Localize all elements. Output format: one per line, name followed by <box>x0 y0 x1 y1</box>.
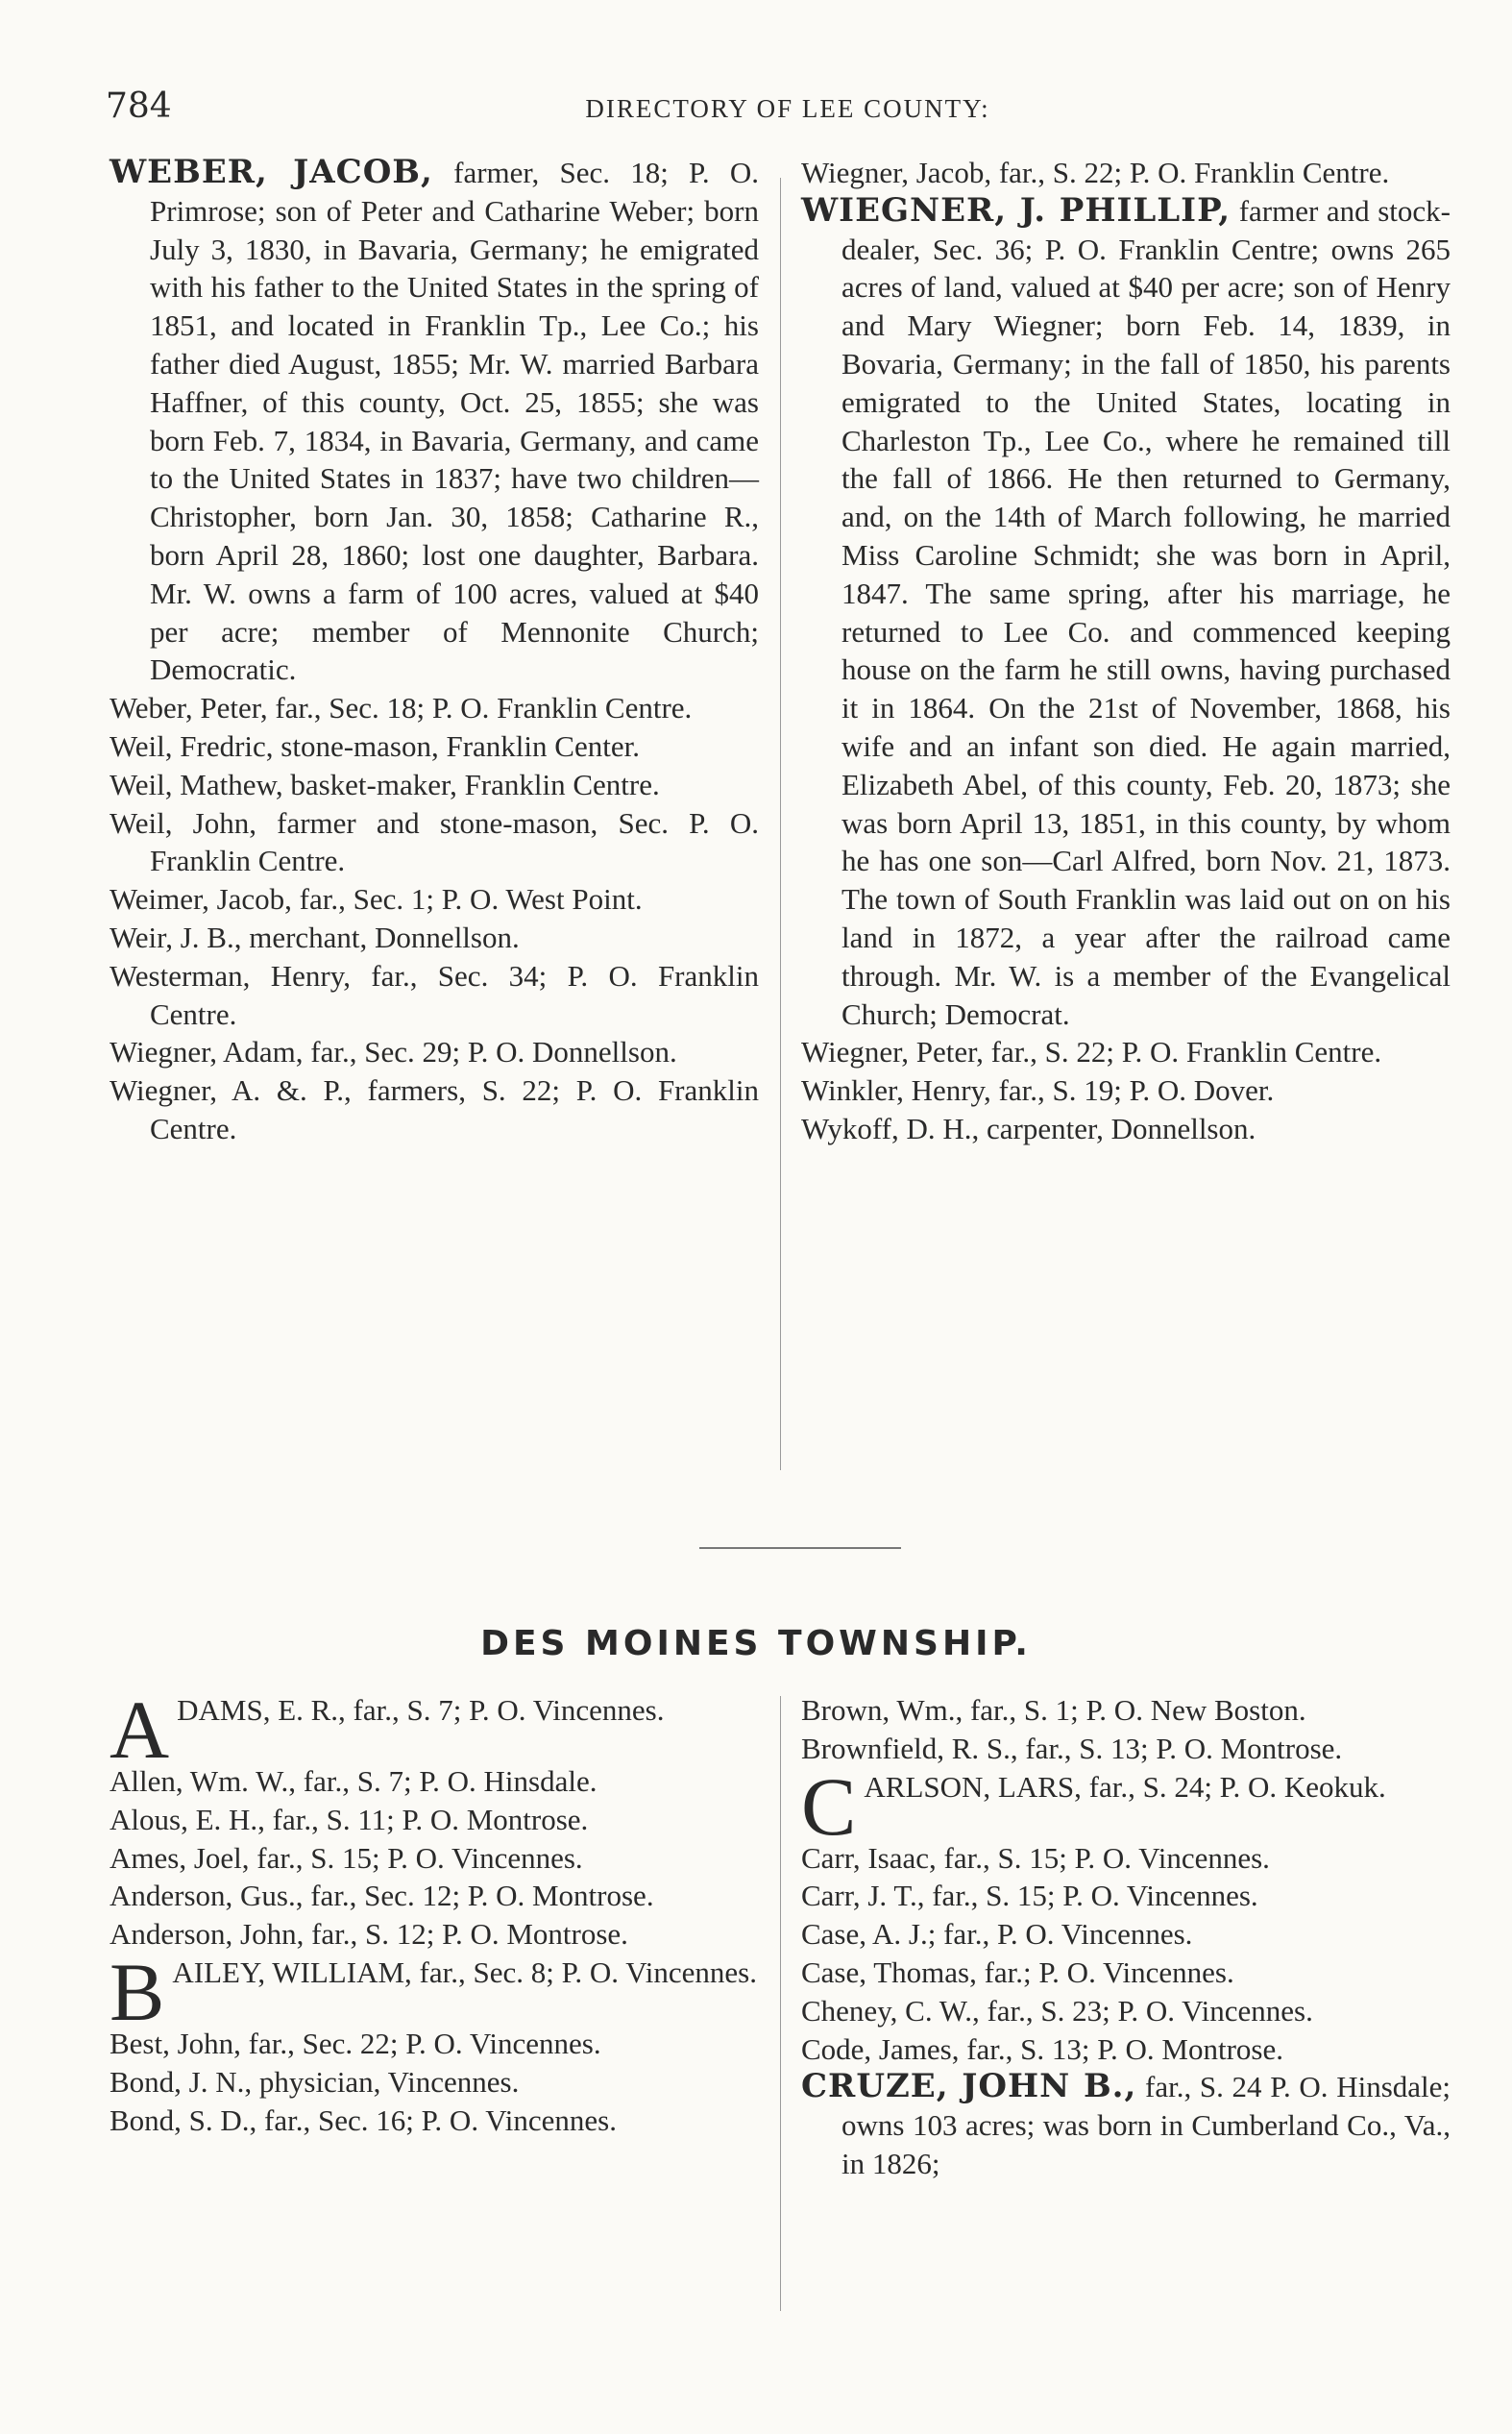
directory-entry <box>110 1684 759 1776</box>
directory-entry: Weil, Fredric, stone-mason, Franklin Center. <box>110 728 640 763</box>
directory-entry: Wykoff, D. H., carpenter, Donnellson. <box>801 1111 1256 1145</box>
entry-name: CRUZE, JOHN B., <box>801 2067 1137 2106</box>
directory-entry: Bond, S. D., far., Sec. 16; P. O. Vincennes. <box>110 2102 617 2137</box>
directory-entry: Code, James, far., S. 13; P. O. Montrose. <box>801 2031 1284 2066</box>
directory-entry: Wiegner, Jacob, far., S. 22; P. O. Franklin Centre. <box>801 156 1390 189</box>
drop-cap: A <box>110 1684 170 1776</box>
directory-entry: Wiegner, Peter, far., S. 22; P. O. Franklin Centre. <box>801 1035 1382 1069</box>
page-number: 784 <box>106 86 172 126</box>
column-divider <box>780 178 781 1470</box>
section-divider <box>699 1547 901 1549</box>
directory-entry: Allen, Wm. W., far., S. 7; P. O. Hinsdale. <box>110 1764 597 1798</box>
directory-entry: Case, A. J.; far., P. O. Vincennes. <box>801 1917 1193 1952</box>
directory-entry <box>110 1945 759 2038</box>
directory-entry <box>110 154 759 689</box>
directory-entry: Case, Thomas, far.; P. O. Vincennes. <box>801 1955 1234 1989</box>
page-header <box>106 86 1470 125</box>
directory-entry: Wiegner, A. &. P., farmers, S. 22; P. O. Franklin Centre. <box>110 1073 759 1145</box>
directory-entry: Winkler, Henry, far., S. 19; P. O. Dover. <box>801 1073 1275 1108</box>
entry-name: WIEGNER, J. PHILLIP, <box>801 190 1232 230</box>
directory-entry: Westerman, Henry, far., Sec. 34; P. O. Franklin Centre. <box>110 958 759 1031</box>
entry-text: farmer, Sec. 18; P. O. Primrose; son of Peter and Catharine Weber; born July 3, 1830, in Bavaria, Germany; he emigrated with his father to the United States in the spring of 1851, and located in Franklin Tp., Lee Co.; his father died August, 1855; Mr. W. married Barbara Haffner, of this county, Oct. 25, 1855; she was born Feb. 7, 1834, in Bavaria, Germany, and came to the United States in 1837; have two children—Christopher, born Jan. 30, 1858; Catharine R., born April 28, 1860; lost one daughter, Barbara. Mr. W. owns a farm of 100 acres, valued at $40 per acre; member of Mennonite Church; Democratic. <box>150 156 759 687</box>
directory-entry <box>801 1759 1451 1853</box>
column-divider <box>780 1696 781 2311</box>
drop-cap: C <box>801 1759 857 1853</box>
directory-entry: Weber, Peter, far., Sec. 18; P. O. Franklin Centre. <box>110 691 693 725</box>
directory-entry: Cheney, C. W., far., S. 23; P. O. Vincennes. <box>801 1993 1313 2028</box>
directory-entry: Weir, J. B., merchant, Donnellson. <box>110 920 520 954</box>
directory-entry: Wiegner, Adam, far., Sec. 29; P. O. Donnellson. <box>110 1035 677 1069</box>
top-right-column <box>801 154 1451 1148</box>
directory-entry <box>801 2068 1451 2182</box>
directory-entry: Weil, Mathew, basket-maker, Franklin Centre. <box>110 767 660 801</box>
bottom-right-column <box>801 1691 1451 2183</box>
directory-entry: Weimer, Jacob, far., Sec. 1; P. O. West Point. <box>110 882 643 917</box>
running-head: DIRECTORY OF LEE COUNTY: <box>585 94 990 123</box>
directory-entry: Carr, Isaac, far., S. 15; P. O. Vincennes. <box>801 1840 1270 1875</box>
bottom-left-column <box>110 1684 759 2139</box>
top-left-column <box>110 154 759 1148</box>
entry-text: DAMS, E. R., far., S. 7; P. O. Vincennes. <box>177 1693 665 1727</box>
directory-entry: Anderson, Gus., far., Sec. 12; P. O. Montrose. <box>110 1879 654 1913</box>
section-title: DES MOINES TOWNSHIP. <box>480 1624 1032 1663</box>
directory-entry: Alous, E. H., far., S. 11; P. O. Montrose. <box>110 1802 589 1836</box>
directory-entry: Bond, J. N., physician, Vincennes. <box>110 2064 520 2099</box>
drop-cap: B <box>110 1945 165 2038</box>
directory-entry: Ames, Joel, far., S. 15; P. O. Vincennes. <box>110 1840 583 1875</box>
entry-name: WEBER, JACOB, <box>110 153 433 191</box>
directory-entry: Brownfield, R. S., far., S. 13; P. O. Montrose. <box>801 1731 1343 1765</box>
directory-entry: Carr, J. T., far., S. 15; P. O. Vincennes. <box>801 1879 1258 1913</box>
entry-text: far., S. 24 P. O. Hinsdale; owns 103 acres; was born in Cumberland Co., Va., in 1826; <box>841 2070 1451 2180</box>
directory-entry: Best, John, far., Sec. 22; P. O. Vincennes. <box>110 2026 601 2060</box>
entry-text: farmer and stock-dealer, Sec. 36; P. O. Franklin Centre; owns 265 acres of land, valued at $40 per acre; son of Henry and Mary Wiegner; born Feb. 14, 1839, in Bovaria, Germany; in the fall of 1850, his parents emigrated to the United States, locating in Charleston Tp., Lee Co., where he remained till the fall of 1866. He then returned to Germany, and, on the 14th of March following, he married Miss Caroline Schmidt; she was born in April, 1847. The same spring, after his marriage, he returned to Lee Co. and commenced keeping house on the farm he still owns, having purchased it in 1864. On the 21st of November, 1868, his wife and an infant son died. He again married, Elizabeth Abel, of this county, Feb. 20, 1873; she was born April 13, 1851, in this county, by whom he has one son—Carl Alfred, born Nov. 21, 1873. The town of South Franklin was laid out on on his land in 1872, a year after the railroad came through. Mr. W. is a member of the Evangelical Church; Democrat. <box>841 193 1451 1031</box>
directory-entry: Brown, Wm., far., S. 1; P. O. New Boston. <box>801 1693 1306 1727</box>
entry-text: AILEY, WILLIAM, far., Sec. 8; P. O. Vincennes. <box>172 1955 757 1989</box>
directory-entry: Anderson, John, far., S. 12; P. O. Montrose. <box>110 1917 628 1952</box>
directory-entry: Weil, John, farmer and stone-mason, Sec. P. O. Franklin Centre. <box>110 805 759 878</box>
directory-entry <box>801 192 1451 1034</box>
entry-text: ARLSON, LARS, far., S. 24; P. O. Keokuk. <box>864 1769 1386 1804</box>
